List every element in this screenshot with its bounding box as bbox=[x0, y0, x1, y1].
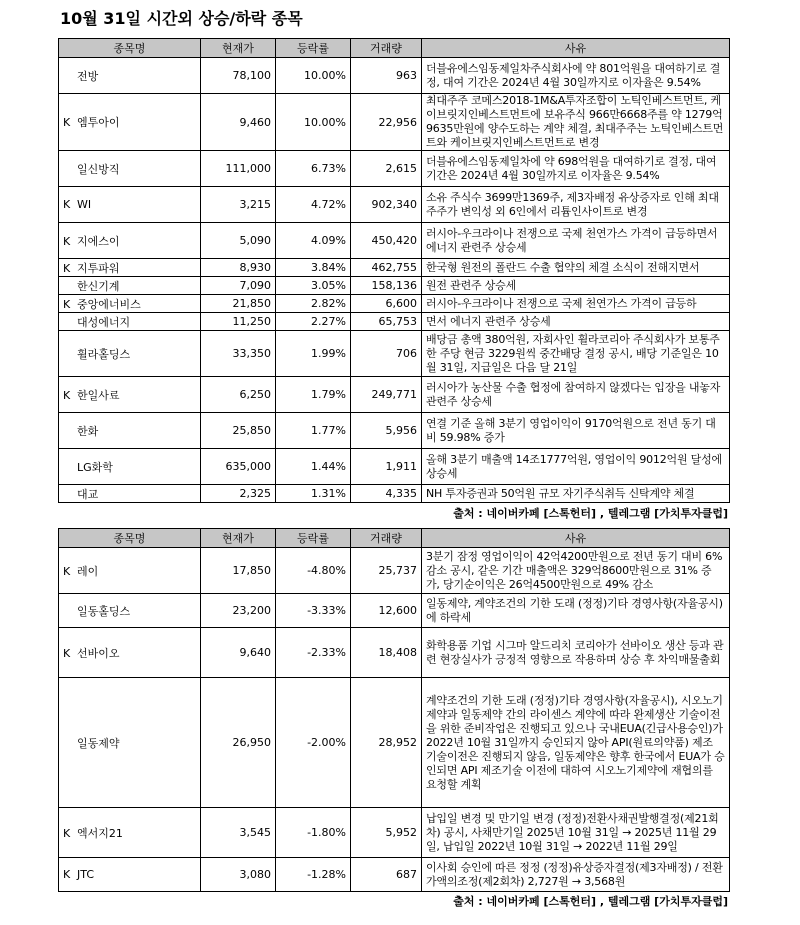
stock-name: 엠투아이 bbox=[77, 116, 120, 129]
current-price-cell: 3,215 bbox=[201, 187, 276, 223]
volume-cell: 22,956 bbox=[351, 94, 422, 151]
change-rate-cell: 3.84% bbox=[276, 259, 351, 277]
current-price-cell: 7,090 bbox=[201, 277, 276, 295]
volume-cell: 2,615 bbox=[351, 151, 422, 187]
stock-name: 중앙에너비스 bbox=[77, 297, 141, 311]
volume-cell: 12,600 bbox=[351, 594, 422, 628]
table-row bbox=[59, 413, 730, 449]
current-price-cell: 26,950 bbox=[201, 678, 276, 808]
stock-name: 한일사료 bbox=[77, 388, 120, 402]
change-rate-cell: -3.33% bbox=[276, 594, 351, 628]
market-marker: K bbox=[63, 826, 71, 840]
current-price-cell: 635,000 bbox=[201, 449, 276, 485]
reason-cell: 이사회 승인에 따른 정정 (정정)유상증자결정(제3자배정) / 전환가액의조정(제2회차) 2,727원 → 3,568원 bbox=[422, 858, 730, 892]
change-rate-cell: 1.79% bbox=[276, 377, 351, 413]
reason-cell: 더블유에스임동제일차주식회사에 약 801억원을 대여하기로 결정, 대여 기간은 2024년 4월 30일까지로 이자율은 9.54% bbox=[422, 58, 730, 94]
page-title: 10월 31일 시간외 상승/하락 종목 bbox=[60, 9, 303, 28]
stock-name: 레이 bbox=[77, 564, 99, 578]
stock-name-cell bbox=[59, 808, 201, 858]
change-rate-cell: 1.44% bbox=[276, 449, 351, 485]
market-marker: K bbox=[63, 116, 71, 129]
current-price-cell: 25,850 bbox=[201, 413, 276, 449]
table-header-row bbox=[59, 529, 730, 548]
stock-name-cell bbox=[59, 277, 201, 295]
rising-stocks-table bbox=[58, 38, 730, 503]
volume-cell: 5,952 bbox=[351, 808, 422, 858]
table-row bbox=[59, 485, 730, 503]
change-rate-cell: 1.31% bbox=[276, 485, 351, 503]
reason-cell: 올해 3분기 매출액 14조1777억원, 영업이익 9012억원 달성에 상승세 bbox=[422, 449, 730, 485]
volume-cell: 18,408 bbox=[351, 628, 422, 678]
stock-name-cell bbox=[59, 678, 201, 808]
table-row bbox=[59, 858, 730, 892]
stock-name-cell bbox=[59, 449, 201, 485]
change-rate-cell: 10.00% bbox=[276, 94, 351, 151]
reason-cell: 화학용품 기업 시그마 알드리치 코리아가 선바이오 생산 등과 관련 현장실사가 긍정적 영향으로 작용하며 상승 후 차익매물출회 bbox=[422, 628, 730, 678]
stock-name-cell bbox=[59, 377, 201, 413]
table-row bbox=[59, 313, 730, 331]
change-rate-cell: 1.99% bbox=[276, 331, 351, 377]
current-price-cell: 11,250 bbox=[201, 313, 276, 331]
header-price: 현재가 bbox=[201, 39, 276, 58]
reason-cell: 3분기 잠정 영업이익이 42억4200만원으로 전년 동기 대비 6% 감소 공시, 같은 기간 매출액은 329억8600만원으로 31% 증가, 당기순이익은 26억4500만원으로 49% 감소 bbox=[422, 548, 730, 594]
current-price-cell: 111,000 bbox=[201, 151, 276, 187]
change-rate-cell: -1.80% bbox=[276, 808, 351, 858]
table-row bbox=[59, 548, 730, 594]
volume-cell: 1,911 bbox=[351, 449, 422, 485]
stock-name-cell bbox=[59, 313, 201, 331]
change-rate-cell: -2.33% bbox=[276, 628, 351, 678]
market-marker: K bbox=[63, 646, 71, 660]
table-row bbox=[59, 259, 730, 277]
current-price-cell: 78,100 bbox=[201, 58, 276, 94]
table-row bbox=[59, 94, 730, 151]
stock-name-cell bbox=[59, 628, 201, 678]
stock-name-cell bbox=[59, 594, 201, 628]
volume-cell: 462,755 bbox=[351, 259, 422, 277]
reason-cell: 최대주주 코메스2018-1M&A투자조합이 노틱인베스트먼트, 케이브릿지인베스트먼트에 보유주식 966만6668주를 약 1279억9635만원에 양수도하는 계약 체결, 최대주주는 노틱인베스트먼트와 케이브릿지인베스트먼트로 변경 bbox=[422, 94, 730, 151]
table-header-row bbox=[59, 39, 730, 58]
table-row bbox=[59, 678, 730, 808]
reason-cell: 한국형 원전의 폴란드 수출 협약의 체결 소식이 전해지면서 bbox=[422, 259, 730, 277]
stock-name-cell bbox=[59, 295, 201, 313]
table-row bbox=[59, 277, 730, 295]
market-marker: K bbox=[63, 261, 71, 275]
reason-cell: 면서 에너지 관련주 상승세 bbox=[422, 313, 730, 331]
stock-name: 일신방직 bbox=[77, 162, 120, 176]
market-marker: K bbox=[63, 564, 71, 578]
table-row bbox=[59, 58, 730, 94]
stock-name: 전방 bbox=[77, 69, 99, 83]
reason-cell: 러시아-우크라이나 전쟁으로 국제 천연가스 가격이 급등하 bbox=[422, 295, 730, 313]
table-row bbox=[59, 377, 730, 413]
stock-name: 대교 bbox=[77, 487, 99, 501]
header-reason: 사유 bbox=[422, 39, 730, 58]
table-row bbox=[59, 187, 730, 223]
change-rate-cell: 2.82% bbox=[276, 295, 351, 313]
stock-name: 지투파워 bbox=[77, 261, 120, 275]
volume-cell: 65,753 bbox=[351, 313, 422, 331]
market-marker: K bbox=[63, 198, 71, 211]
stock-name: 지에스이 bbox=[77, 234, 120, 248]
change-rate-cell: 10.00% bbox=[276, 58, 351, 94]
volume-cell: 28,952 bbox=[351, 678, 422, 808]
current-price-cell: 9,640 bbox=[201, 628, 276, 678]
reason-cell: 일동제약, 계약조건의 기한 도래 (정정)기타 경영사항(자율공시) 에 하락세 bbox=[422, 594, 730, 628]
current-price-cell: 17,850 bbox=[201, 548, 276, 594]
stock-name: LG화학 bbox=[77, 460, 113, 474]
stock-name: 엑서지21 bbox=[77, 826, 123, 840]
change-rate-cell: 3.05% bbox=[276, 277, 351, 295]
change-rate-cell: -1.28% bbox=[276, 858, 351, 892]
stock-name-cell bbox=[59, 413, 201, 449]
reason-cell: 연결 기준 올해 3분기 영업이익이 9170억원으로 전년 동기 대비 59.98% 증가 bbox=[422, 413, 730, 449]
stock-name-cell bbox=[59, 331, 201, 377]
stock-name-cell bbox=[59, 548, 201, 594]
table-row bbox=[59, 449, 730, 485]
table-row bbox=[59, 295, 730, 313]
stock-name: 휠라홀딩스 bbox=[77, 347, 131, 361]
stock-name-cell bbox=[59, 223, 201, 259]
header-volume: 거래량 bbox=[351, 39, 422, 58]
change-rate-cell: 1.77% bbox=[276, 413, 351, 449]
stock-name: 한화 bbox=[77, 424, 99, 438]
stock-name-cell bbox=[59, 858, 201, 892]
stock-name-cell bbox=[59, 187, 201, 223]
table-row bbox=[59, 628, 730, 678]
reason-cell: 원전 관련주 상승세 bbox=[422, 277, 730, 295]
current-price-cell: 9,460 bbox=[201, 94, 276, 151]
change-rate-cell: 2.27% bbox=[276, 313, 351, 331]
header-volume: 거래량 bbox=[351, 529, 422, 548]
reason-cell: 소유 주식수 3699만1369주, 제3자배정 유상증자로 인해 최대주주가 변익성 외 6인에서 리튬인사이트로 변경 bbox=[422, 187, 730, 223]
stock-name-cell bbox=[59, 94, 201, 151]
source-note: 출처 : 네이버카페 [스톡헌터] , 텔레그램 [가치투자클럽] bbox=[453, 895, 728, 908]
change-rate-cell: -2.00% bbox=[276, 678, 351, 808]
volume-cell: 4,335 bbox=[351, 485, 422, 503]
source-note: 출처 : 네이버카페 [스톡헌터] , 텔레그램 [가치투자클럽] bbox=[453, 507, 728, 520]
reason-cell: 러시아-우크라이나 전쟁으로 국제 천연가스 가격이 급등하면서 에너지 관련주 상승세 bbox=[422, 223, 730, 259]
volume-cell: 158,136 bbox=[351, 277, 422, 295]
market-marker: K bbox=[63, 234, 71, 248]
stock-name-cell bbox=[59, 259, 201, 277]
stock-name: JTC bbox=[77, 868, 94, 881]
stock-name-cell bbox=[59, 485, 201, 503]
volume-cell: 5,956 bbox=[351, 413, 422, 449]
volume-cell: 450,420 bbox=[351, 223, 422, 259]
current-price-cell: 5,090 bbox=[201, 223, 276, 259]
change-rate-cell: 4.72% bbox=[276, 187, 351, 223]
header-price: 현재가 bbox=[201, 529, 276, 548]
stock-name-cell bbox=[59, 58, 201, 94]
table-row bbox=[59, 151, 730, 187]
table-row bbox=[59, 594, 730, 628]
market-marker: K bbox=[63, 297, 71, 311]
reason-cell: 계약조건의 기한 도래 (정정)기타 경영사항(자율공시), 시오노기제약과 일동제약 간의 라이센스 계약에 따라 완제생산 기술이전을 위한 준비작업은 진행되고 있으나 국내EUA(긴급사용승인)가 2022년 10월 31일까지 승인되지 않아 API(원료의약품) 제조 기술이전은 진행되지 않음, 일동제약은 향후 한국에서 EUA가 승인되면 API 제조기술 이전에 대하여 시오노기제약에 재협의를 요청할 계획 bbox=[422, 678, 730, 808]
stock-name: 일동홀딩스 bbox=[77, 604, 131, 618]
reason-cell: 배당금 총액 380억원, 자회사인 휠라코리아 주식회사가 보통주 한 주당 현금 3229원씩 중간배당 결정 공시, 배당 기준일은 10월 31일, 지급일은 다음 달 21일 bbox=[422, 331, 730, 377]
stock-name: 대성에너지 bbox=[77, 315, 131, 329]
reason-cell: 납입일 변경 및 만기일 변경 (정정)전환사채권발행결정(제21회차) 공시, 사채만기일 2025년 10월 31일 → 2025년 11월 29일, 납입일 2022년 10월 31일 → 2022년 11월 29일 bbox=[422, 808, 730, 858]
stock-name: 한신기계 bbox=[77, 279, 120, 293]
reason-cell: NH 투자증권과 50억원 규모 자기주식취득 신탁계약 체결 bbox=[422, 485, 730, 503]
current-price-cell: 3,080 bbox=[201, 858, 276, 892]
reason-cell: 더블유에스임동제일차에 약 698억원을 대여하기로 결정, 대여 기간은 2024년 4월 30일까지로 이자율은 9.54% bbox=[422, 151, 730, 187]
table-row bbox=[59, 331, 730, 377]
change-rate-cell: 6.73% bbox=[276, 151, 351, 187]
current-price-cell: 8,930 bbox=[201, 259, 276, 277]
current-price-cell: 3,545 bbox=[201, 808, 276, 858]
header-reason: 사유 bbox=[422, 529, 730, 548]
current-price-cell: 23,200 bbox=[201, 594, 276, 628]
current-price-cell: 2,325 bbox=[201, 485, 276, 503]
stock-name-cell bbox=[59, 151, 201, 187]
header-name: 종목명 bbox=[59, 529, 201, 548]
volume-cell: 902,340 bbox=[351, 187, 422, 223]
change-rate-cell: -4.80% bbox=[276, 548, 351, 594]
current-price-cell: 6,250 bbox=[201, 377, 276, 413]
current-price-cell: 33,350 bbox=[201, 331, 276, 377]
volume-cell: 706 bbox=[351, 331, 422, 377]
header-name: 종목명 bbox=[59, 39, 201, 58]
reason-cell: 러시아가 농산물 수출 협정에 참여하지 않겠다는 입장을 내놓자 관련주 상승세 bbox=[422, 377, 730, 413]
table-row bbox=[59, 808, 730, 858]
falling-stocks-table bbox=[58, 528, 730, 892]
volume-cell: 25,737 bbox=[351, 548, 422, 594]
volume-cell: 687 bbox=[351, 858, 422, 892]
current-price-cell: 21,850 bbox=[201, 295, 276, 313]
volume-cell: 963 bbox=[351, 58, 422, 94]
table-row bbox=[59, 223, 730, 259]
market-marker: K bbox=[63, 388, 71, 402]
header-rate: 등락률 bbox=[276, 39, 351, 58]
stock-name: WI bbox=[77, 198, 92, 211]
header-rate: 등락률 bbox=[276, 529, 351, 548]
market-marker: K bbox=[63, 868, 71, 881]
volume-cell: 6,600 bbox=[351, 295, 422, 313]
stock-name: 선바이오 bbox=[77, 646, 120, 660]
change-rate-cell: 4.09% bbox=[276, 223, 351, 259]
stock-name: 일동제약 bbox=[77, 736, 120, 750]
volume-cell: 249,771 bbox=[351, 377, 422, 413]
